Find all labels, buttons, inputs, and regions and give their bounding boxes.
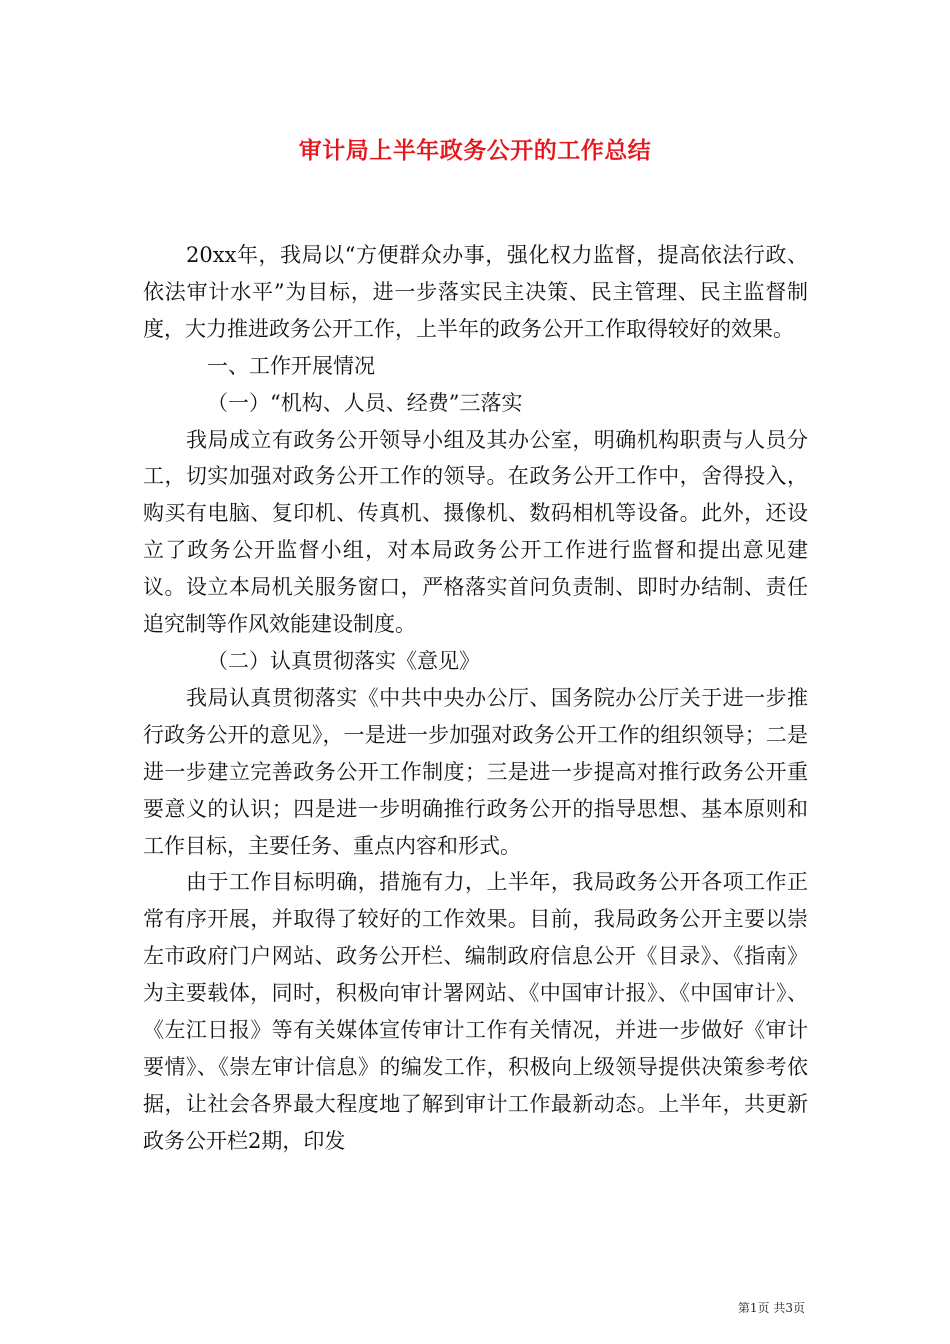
section-heading: 一、工作开展情况 — [207, 353, 375, 378]
subsection-heading: （二）认真贯彻落实《意见》 — [207, 648, 480, 673]
document-title: 审计局上半年政务公开的工作总结 — [298, 137, 652, 164]
paragraph-body: 我局成立有政务公开领导小组及其办公室，明确机构职责与人员分工，切实加强对政务公开工作的领导。在政务公开工作中，舍得投入，购买有电脑、复印机、传真机、摄像机、数码相机等设备。此外，还设立了政务公开监督小组，对本局政务公开工作进行监督和提出意见建议。设立本局机关服务窗口，严格落实首问负责制、即时办结制、责任追究制等作风效能建设制度。 — [143, 427, 808, 637]
paragraph-body: 我局认真贯彻落实《中共中央办公厅、国务院办公厅关于进一步推行政务公开的意见》，一是进一步加强对政务公开工作的组织领导；二是进一步建立完善政务公开工作制度；三是进一步提高对推行政务公开重要意义的认识；四是进一步明确推行政务公开的指导思想、基本原则和工作目标，主要任务、重点内容和形式。 — [143, 685, 808, 858]
paragraph-body: 由于工作目标明确，措施有力，上半年，我局政务公开各项工作正常有序开展，并取得了较好的工作效果。目前，我局政务公开主要以崇左市政府门户网站、政务公开栏、编制政府信息公开《目录》、《指南》为主要载体，同时，积极向审计署网站、《中国审计报》、《中国审计》、《左江日报》等有关媒体宣传审计工作有关情况，并进一步做好《审计要情》、《崇左审计信息》的编发工作，积极向上级领导提供决策参考依据，让社会各界最大程度地了解到审计工作最新动态。上半年，共更新政务公开栏2期，印发 — [143, 870, 808, 1153]
paragraph-intro: 20xx年，我局以“方便群众办事，强化权力监督，提高依法行政、依法审计水平”为目标，进一步落实民主决策、民主管理、民主监督制度，大力推进政务公开工作，上半年的政务公开工作取得较好的效果。 — [143, 243, 808, 341]
document-body — [143, 237, 808, 1160]
subsection-heading: （一）“机构、人员、经费”三落实 — [207, 390, 523, 415]
page-number: 第1页 共3页 — [737, 1301, 805, 1315]
